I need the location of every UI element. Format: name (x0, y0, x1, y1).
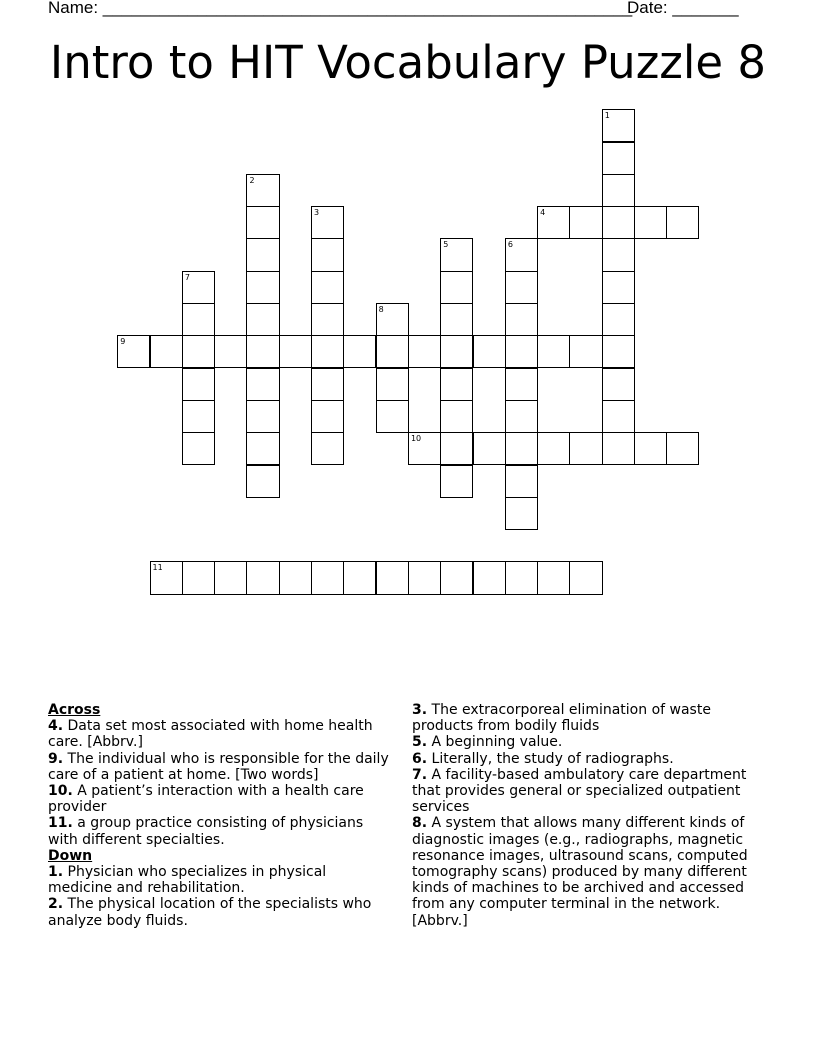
grid-cell[interactable] (311, 432, 344, 465)
grid-cell[interactable] (537, 432, 570, 465)
grid-cell[interactable] (182, 400, 215, 433)
grid-cell[interactable] (602, 206, 635, 239)
clue-item (48, 783, 393, 815)
clue-number: 5 (443, 240, 449, 250)
grid-cell[interactable] (505, 497, 538, 530)
clue-item-text: The extracorporeal elimination of waste products from bodily fluids (412, 702, 711, 735)
grid-cell[interactable] (246, 561, 279, 594)
grid-cell[interactable] (214, 335, 247, 368)
grid-cell[interactable] (182, 561, 215, 594)
clue-number: 1 (604, 111, 610, 121)
grid-cell[interactable] (602, 174, 635, 207)
clue-number: 3 (314, 208, 320, 218)
grid-cell[interactable] (666, 206, 699, 239)
grid-cell[interactable] (569, 561, 602, 594)
grid-cell[interactable] (473, 561, 506, 594)
grid-cell[interactable] (246, 303, 279, 336)
grid-cell[interactable] (408, 335, 441, 368)
clue-item-number: 9. (48, 750, 64, 767)
clue-item (412, 767, 772, 816)
grid-cell[interactable] (569, 206, 602, 239)
grid-cell[interactable] (537, 561, 570, 594)
date-field-label: Date: _______ (627, 0, 739, 17)
grid-cell[interactable] (311, 206, 344, 239)
grid-cell[interactable] (440, 271, 473, 304)
grid-cell[interactable] (311, 335, 344, 368)
grid-cell[interactable] (246, 206, 279, 239)
grid-cell[interactable] (505, 400, 538, 433)
clue-item-text: Literally, the study of radiographs. (427, 750, 674, 767)
clue-item (48, 751, 393, 783)
clues-left-column (48, 702, 393, 929)
clue-item-number: 4. (48, 718, 64, 735)
grid-cell[interactable] (311, 303, 344, 336)
down-heading: Down (48, 847, 93, 864)
clue-item (48, 864, 393, 896)
grid-cell[interactable] (602, 368, 635, 401)
grid-cell[interactable] (182, 368, 215, 401)
grid-cell[interactable] (569, 335, 602, 368)
clue-number: 10 (410, 434, 422, 444)
grid-cell[interactable] (246, 432, 279, 465)
clue-item-text: The physical location of the specialists who analyze body fluids. (48, 896, 372, 929)
grid-cell[interactable] (311, 271, 344, 304)
grid-cell[interactable] (505, 271, 538, 304)
grid-cell[interactable] (182, 303, 215, 336)
across-clue-list (48, 718, 393, 848)
grid-cell[interactable] (602, 142, 635, 175)
grid-cell[interactable] (311, 238, 344, 271)
grid-cell[interactable] (246, 271, 279, 304)
clue-item-text: A facility-based ambulatory care department that provides general or specialized outpatient services (412, 766, 747, 816)
clue-item-number: 3. (412, 702, 428, 718)
grid-cell[interactable] (376, 561, 409, 594)
grid-cell[interactable] (602, 271, 635, 304)
grid-cell[interactable] (376, 303, 409, 336)
grid-cell[interactable] (246, 335, 279, 368)
grid-cell[interactable] (602, 335, 635, 368)
grid-cell[interactable] (376, 368, 409, 401)
clue-number: 7 (184, 272, 190, 282)
clue-item-number: 7. (412, 766, 428, 783)
clue-item (48, 815, 393, 847)
across-heading: Across (48, 702, 101, 718)
grid-cell[interactable] (246, 465, 279, 498)
down-clue-list-continued (412, 702, 772, 929)
page-title: Intro to HIT Vocabulary Puzzle 8 (49, 36, 767, 89)
clue-item (412, 734, 772, 750)
clue-item-text: a group practice consisting of physicians with different specialties. (48, 815, 364, 848)
clues-right-column (412, 702, 772, 929)
grid-cell[interactable] (505, 432, 538, 465)
grid-cell[interactable] (182, 271, 215, 304)
clue-number: 9 (120, 337, 126, 347)
grid-cell[interactable] (343, 335, 376, 368)
grid-cell[interactable] (279, 335, 312, 368)
grid-cell[interactable] (376, 400, 409, 433)
clue-item-number: 2. (48, 896, 64, 913)
grid-cell[interactable] (602, 303, 635, 336)
grid-cell[interactable] (505, 465, 538, 498)
grid-cell[interactable] (311, 368, 344, 401)
clue-item-text: The individual who is responsible for the daily care of a patient at home. [Two words] (48, 750, 389, 783)
clue-item-number: 5. (412, 734, 428, 751)
clue-item (412, 815, 772, 928)
grid-cell[interactable] (279, 561, 312, 594)
grid-cell[interactable] (343, 561, 376, 594)
grid-cell[interactable] (505, 368, 538, 401)
clue-item (412, 702, 772, 734)
clue-item-text: A beginning value. (427, 734, 563, 751)
grid-cell[interactable] (602, 432, 635, 465)
grid-cell[interactable] (569, 432, 602, 465)
grid-cell[interactable] (440, 400, 473, 433)
grid-cell[interactable] (634, 206, 667, 239)
clue-item-text: A patient’s interaction with a health care provider (48, 783, 364, 816)
clue-item (412, 751, 772, 767)
clue-item-number: 8. (412, 815, 428, 832)
grid-cell[interactable] (246, 238, 279, 271)
down-clue-list (48, 864, 393, 929)
clue-number: 11 (152, 563, 163, 573)
grid-cell[interactable] (505, 238, 538, 271)
grid-cell[interactable] (440, 561, 473, 594)
clue-item (48, 718, 393, 750)
clue-number: 6 (507, 240, 513, 250)
grid-cell[interactable] (214, 561, 247, 594)
grid-cell[interactable] (505, 335, 538, 368)
grid-cell[interactable] (634, 432, 667, 465)
grid-cell[interactable] (537, 335, 570, 368)
grid-cell[interactable] (602, 400, 635, 433)
name-field-label: Name: ________________________________________________________ (48, 0, 633, 17)
grid-cell[interactable] (602, 109, 635, 142)
grid-cell[interactable] (440, 238, 473, 271)
grid-cell[interactable] (440, 432, 473, 465)
grid-cell[interactable] (182, 432, 215, 465)
grid-cell[interactable] (666, 432, 699, 465)
grid-cell[interactable] (246, 368, 279, 401)
clue-number: 8 (378, 305, 384, 315)
grid-cell[interactable] (246, 400, 279, 433)
grid-cell[interactable] (537, 206, 570, 239)
clue-item-number: 10. (48, 783, 73, 800)
clue-number: 2 (249, 175, 255, 185)
clue-item-text: A system that allows many different kinds of diagnostic images (e.g., radiographs, magnetic resonance images, ultrasound scans, computed tomography scans) produced by many different kinds of machines to be archived and accessed from any computer terminal in the network. [Abbrv.] (412, 815, 748, 929)
grid-cell[interactable] (150, 335, 183, 368)
grid-cell[interactable] (473, 335, 506, 368)
clue-item (48, 896, 393, 928)
grid-cell[interactable] (246, 174, 279, 207)
clue-item-number: 11. (48, 815, 73, 832)
grid-cell[interactable] (182, 335, 215, 368)
clue-item-number: 1. (48, 864, 64, 881)
grid-cell[interactable] (117, 335, 150, 368)
grid-cell[interactable] (408, 432, 441, 465)
grid-cell[interactable] (376, 335, 409, 368)
grid-cell[interactable] (505, 303, 538, 336)
grid-cell[interactable] (408, 561, 441, 594)
grid-cell[interactable] (602, 238, 635, 271)
clue-item-text: Data set most associated with home health care. [Abbrv.] (48, 718, 373, 751)
grid-cell[interactable] (473, 432, 506, 465)
grid-cell[interactable] (440, 368, 473, 401)
grid-cell[interactable] (440, 335, 473, 368)
clue-item-number: 6. (412, 750, 428, 767)
clue-number: 4 (540, 208, 546, 218)
grid-cell[interactable] (440, 465, 473, 498)
grid-cell[interactable] (150, 561, 183, 594)
grid-cell[interactable] (311, 561, 344, 594)
grid-cell[interactable] (311, 400, 344, 433)
grid-cell[interactable] (440, 303, 473, 336)
clue-item-text: Physician who specializes in physical medicine and rehabilitation. (48, 864, 327, 897)
grid-cell[interactable] (505, 561, 538, 594)
